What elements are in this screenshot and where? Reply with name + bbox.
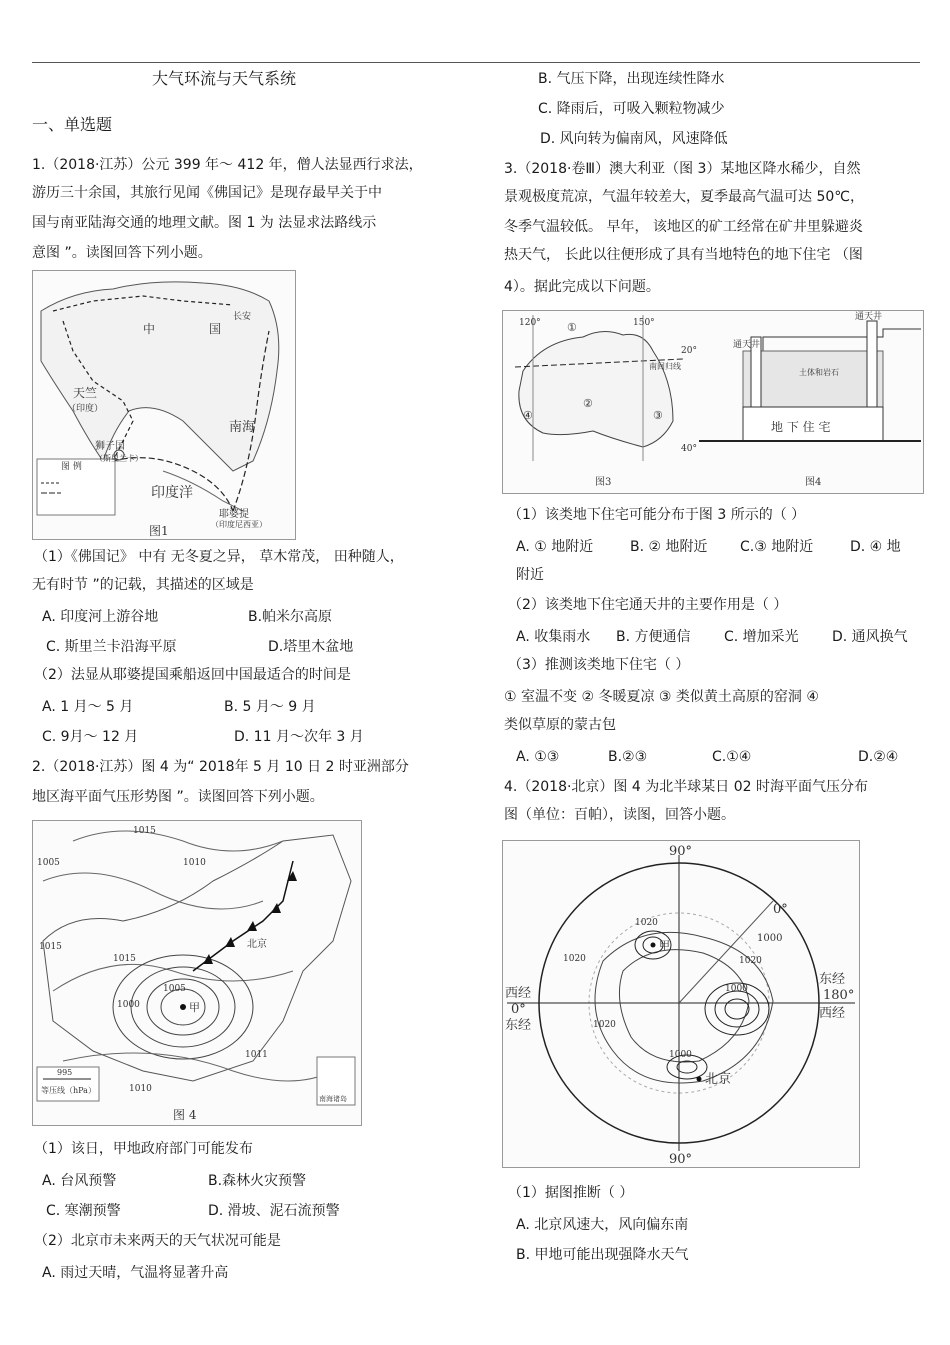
q3-sub3-option-a[interactable]: A. ①③: [516, 749, 560, 765]
q2-sub1-option-d[interactable]: D. 滑坡、泥石流预警: [208, 1203, 340, 1219]
q2-intro-line: 地区海平面气压形势图 ”。读图回答下列小题。: [32, 789, 324, 805]
q3-sub3: （3）推测该类地下住宅（ ）: [508, 657, 690, 673]
fig3-label: 40°: [681, 444, 697, 454]
fig-weather-label: 1015: [113, 954, 136, 964]
figure-weather-isobars: [32, 820, 362, 1126]
fig1-label: 南海: [229, 420, 256, 435]
q1-sub1-option-b[interactable]: B.帕米尔高原: [248, 609, 333, 625]
fig-weather-label: 1000: [117, 1000, 140, 1010]
fig1-label: 中: [143, 322, 156, 336]
q2-sub2-option-b[interactable]: B. 气压下降，出现连续性降水: [538, 71, 725, 87]
q3-sub2-option-c[interactable]: C. 增加采光: [724, 629, 799, 645]
fig-weather-label: 1010: [183, 858, 206, 868]
fig1-label: 长安: [233, 312, 252, 322]
q3-sub3-option-c[interactable]: C.①④: [712, 749, 752, 765]
q3-sub1: （1）该类地下住宅可能分布于图 3 所示的（ ）: [508, 507, 806, 523]
q3-sub2: （2）该类地下住宅通天井的主要作用是（ ）: [508, 597, 788, 613]
fig-weather-label: 1015: [39, 942, 62, 952]
q1-sub1-option-c[interactable]: C. 斯里兰卡沿海平原: [46, 639, 177, 655]
section-heading: 一、单选题: [32, 115, 113, 134]
q1-sub2-option-d[interactable]: D. 11 月～次年 3 月: [234, 729, 364, 745]
q1-sub1-option-d[interactable]: D.塔里木盆地: [268, 639, 354, 655]
polar-label: 西经: [819, 1006, 846, 1021]
fig4-label: 土体和岩石: [799, 368, 839, 377]
fig3-label: ②: [583, 397, 593, 410]
figure-1-route-map: [32, 270, 296, 540]
q3-sub1-option-c[interactable]: C.③ 地附近: [740, 539, 814, 555]
q2-sub1-option-a[interactable]: A. 台风预警: [42, 1173, 117, 1189]
q4-sub1-option-a[interactable]: A. 北京风速大，风向偏东南: [516, 1217, 689, 1233]
polar-label: 北京: [705, 1072, 732, 1087]
figure-australia-house: [502, 310, 924, 494]
q4-sub1-option-b[interactable]: B. 甲地可能出现强降水天气: [516, 1247, 689, 1263]
q3-sub1-option-b[interactable]: B. ② 地附近: [630, 539, 708, 555]
polar-label: 1020: [739, 956, 762, 966]
q3-sub1-option-a[interactable]: A. ① 地附近: [516, 539, 594, 555]
q2-sub2: （2）北京市未来两天的天气状况可能是: [34, 1233, 281, 1249]
fig1-label: （斯里兰卡）: [95, 454, 143, 463]
fig-weather-label: 等压线（hPa）: [41, 1086, 96, 1095]
q2-sub1-option-c[interactable]: C. 寒潮预警: [46, 1203, 121, 1219]
fig1-label: 图 例: [61, 462, 82, 472]
q3-sub3-option-d[interactable]: D.②④: [858, 749, 899, 765]
q1-sub2: （2）法显从耶婆提国乘船返回中国最适合的时间是: [34, 667, 351, 683]
fig3-caption: 图3: [595, 477, 612, 488]
q1-sub1-line: （1）《佛国记》 中有 无冬夏之异， 草木常茂， 田种随人，: [34, 549, 404, 565]
polar-label: 西经: [505, 986, 532, 1001]
fig-weather-label: 995: [57, 1068, 73, 1077]
fig-weather-caption: 图 4: [173, 1108, 197, 1122]
q2-intro-line: 2.（2018·江苏）图 4 为“ 2018年 5 月 10 日 2 时亚洲部分: [32, 759, 409, 775]
polar-label: 甲: [659, 939, 670, 952]
polar-label: 1000: [669, 1050, 692, 1060]
fig3-label: 20°: [681, 346, 697, 356]
q3-sub3-items: 类似草原的蒙古包: [504, 717, 616, 733]
q4-intro-line: 4.（2018·北京）图 4 为北半球某日 02 时海平面气压分布: [504, 779, 868, 795]
fig3-label: ①: [567, 321, 577, 334]
fig4-label: 通天井: [855, 312, 883, 322]
top-rule: [32, 62, 920, 63]
q3-intro-line: 景观极度荒凉，气温年较差大，夏季最高气温可达 50℃，: [504, 189, 864, 205]
fig-weather-label: 1015: [133, 826, 156, 836]
fig-weather-label: 1005: [163, 984, 186, 994]
q3-intro-line: 热天气， 长此以往便形成了具有当地特色的地下住宅 （图: [504, 247, 863, 263]
fig4-label: 通天井: [733, 340, 761, 350]
q2-sub2-option-d[interactable]: D. 风向转为偏南风，风速降低: [540, 131, 728, 147]
fig1-label: 天竺: [73, 386, 98, 400]
fig1-caption: 图1: [149, 524, 169, 538]
fig-weather-label: 1005: [37, 858, 60, 868]
fig3-label: 南回归线: [649, 362, 681, 371]
q3-sub2-option-a[interactable]: A. 收集雨水: [516, 629, 591, 645]
q3-sub2-option-d[interactable]: D. 通风换气: [832, 629, 908, 645]
fig-weather-label: 1010: [129, 1084, 152, 1094]
q3-sub3-option-b[interactable]: B.②③: [608, 749, 648, 765]
fig1-label: 耶婆提: [219, 509, 249, 520]
q1-sub2-option-c[interactable]: C. 9月～ 12 月: [42, 729, 139, 745]
q1-intro-line: 游历三十余国，其旅行见闻《佛国记》是现存最早关于中: [32, 185, 382, 201]
q2-sub1-option-b[interactable]: B.森林火灾预警: [208, 1173, 307, 1189]
fig4-caption: 图4: [805, 477, 822, 488]
polar-label: 1020: [635, 918, 658, 928]
fig1-label: （印度尼西亚）: [211, 520, 267, 529]
q2-sub2-option-a[interactable]: A. 雨过天晴，气温将显著升高: [42, 1265, 229, 1281]
q3-sub3-items: ① 室温不变 ② 冬暖夏凉 ③ 类似黄土高原的窑洞 ④: [504, 689, 819, 705]
fig3-label: 120°: [519, 318, 541, 328]
q3-sub1-option-d-cont: 附近: [516, 567, 544, 583]
q3-intro-line: 冬季气温较低。 早年， 该地区的矿工经常在矿井里躲避炎: [504, 219, 863, 235]
polar-label: 东经: [819, 972, 846, 987]
fig-weather-label: 南海诸岛: [319, 1095, 347, 1103]
fig1-label: 印度洋: [151, 485, 193, 501]
polar-label: 90°: [669, 844, 693, 859]
polar-label: 1000: [757, 933, 783, 944]
polar-label: 1020: [593, 1020, 616, 1030]
figure-polar-pressure: [502, 840, 860, 1168]
polar-label: 东经: [505, 1018, 532, 1033]
fig-weather-label: 1011: [245, 1050, 268, 1060]
fig3-label: 150°: [633, 318, 655, 328]
q2-sub1: （1）该日，甲地政府部门可能发布: [34, 1141, 253, 1157]
q1-intro-line: 国与南亚陆海交通的地理文献。图 1 为 法显求法路线示: [32, 215, 377, 231]
q1-sub2-option-b[interactable]: B. 5 月～ 9 月: [224, 699, 316, 715]
polar-label: 90°: [669, 1152, 693, 1167]
q4-intro-line: 图（单位：百帕），读图，回答小题。: [504, 807, 735, 823]
q3-sub1-option-d[interactable]: D. ④ 地: [850, 539, 901, 555]
q1-sub1-option-a[interactable]: A. 印度河上游谷地: [42, 609, 159, 625]
fig4-label: 地 下 住 宅: [771, 420, 831, 434]
q3-intro-line: 4）。据此完成以下问题。: [504, 279, 660, 295]
polar-label: 180°: [823, 988, 855, 1003]
page-title: 大气环流与天气系统: [152, 69, 297, 88]
q1-sub1-line: 无有时节 ”的记载，其描述的区域是: [32, 577, 254, 593]
fig1-label: （印度）: [67, 404, 104, 414]
q3-sub2-option-b[interactable]: B. 方便通信: [616, 629, 691, 645]
fig3-label: ③: [653, 409, 663, 422]
fig-weather-label: 甲: [189, 1001, 200, 1014]
polar-label: 0°: [511, 1002, 526, 1017]
polar-label: 1020: [563, 954, 586, 964]
q2-sub2-option-c[interactable]: C. 降雨后，可吸入颗粒物减少: [538, 101, 725, 117]
polar-label: 1000: [725, 984, 748, 994]
q1-intro-line: 意图 ”。读图回答下列小题。: [32, 245, 212, 261]
fig3-label: ④: [523, 409, 533, 422]
fig-weather-label: 北京: [247, 939, 267, 950]
q3-intro-line: 3.（2018·卷Ⅲ）澳大利亚（图 3）某地区降水稀少，自然: [504, 161, 861, 177]
q1-intro-line: 1.（2018·江苏）公元 399 年～ 412 年，僧人法显西行求法，: [32, 157, 423, 173]
fig1-label: 狮子国: [95, 441, 125, 452]
polar-label: 0°: [773, 902, 788, 917]
q4-sub1: （1）据图推断（ ）: [508, 1185, 634, 1201]
fig1-label: 国: [209, 322, 222, 336]
q1-sub2-option-a[interactable]: A. 1 月～ 5 月: [42, 699, 134, 715]
